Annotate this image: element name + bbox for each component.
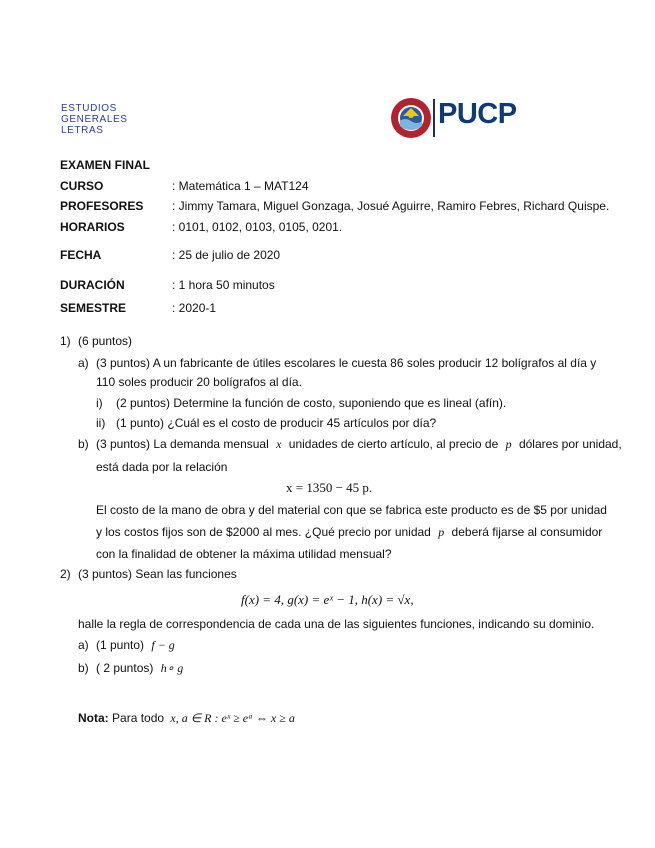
q1b-line-1-post: dólares por unidad,: [518, 437, 622, 451]
q1ai-label: i): [96, 396, 103, 410]
q1ai-text: (2 puntos) Determine la función de costo, suponiendo que es lineal (afín).: [116, 396, 507, 410]
q1b-line-4: [96, 525, 602, 540]
org-line-3: LETRAS: [61, 125, 104, 136]
q2a-label: a): [78, 638, 89, 652]
note-text: Para todo: [112, 711, 165, 725]
field-label-curso: CURSO: [60, 179, 104, 193]
field-value-fecha: : 25 de julio de 2020: [172, 248, 281, 262]
field-label-profesores: PROFESORES: [60, 199, 144, 213]
q1b-line-5: con la finalidad de obtener la máxima utilidad mensual?: [96, 547, 392, 561]
q1b-line-3: El costo de la mano de obra y del material con que se fabrica este producto es de $5 por unidad: [96, 503, 607, 517]
field-label-semestre: SEMESTRE: [60, 301, 127, 315]
q1aii-label: ii): [96, 416, 106, 430]
field-value-curso: : Matemática 1 – MAT124: [172, 179, 309, 193]
org-line-2: GENERALES: [61, 114, 128, 125]
field-label-fecha: FECHA: [60, 248, 102, 262]
note-label: Nota:: [78, 711, 109, 725]
q2-formula: f(x) = 4, g(x) = eˣ − 1, h(x) = √x,: [241, 592, 414, 607]
q1b-line-4-post: deberá fijarse al consumidor: [451, 525, 603, 539]
q2a-item: [96, 638, 175, 653]
field-value-duracion: : 1 hora 50 minutos: [172, 278, 275, 292]
field-value-horarios: : 0101, 0102, 0103, 0105, 0201.: [172, 220, 343, 234]
field-label-horarios: HORARIOS: [60, 220, 125, 234]
exam-title: EXAMEN FINAL: [60, 158, 150, 172]
q2b-text: ( 2 puntos): [96, 661, 154, 675]
q2a-expr: f − g: [151, 638, 175, 652]
q1b-line-4-pre: y los costos fijos son de $2000 al mes. ¿Qué precio por unidad: [96, 525, 431, 539]
q2b-item: [96, 661, 183, 676]
q1b-line-1-mid: unidades de cierto artículo, al precio de: [288, 437, 499, 451]
q1b-line-2: está dada por la relación: [96, 460, 228, 474]
q1b-line-1-pre: (3 puntos) La demanda mensual: [96, 437, 269, 451]
q2-line-2: halle la regla de correspondencia de cada una de las siguientes funciones, indicando su dominio.: [78, 617, 595, 631]
q1b-formula: x = 1350 − 45 p.: [286, 480, 373, 495]
q1aii-text: (1 punto) ¿Cuál es el costo de producir 45 artículos por día?: [116, 416, 437, 430]
field-value-profesores: : Jimmy Tamara, Miguel Gonzaga, Josué Aguirre, Ramiro Febres, Richard Quispe.: [172, 199, 610, 213]
q1-points: (6 puntos): [78, 334, 133, 348]
q1a-line-1: (3 puntos) A un fabricante de útiles escolares le cuesta 86 soles producir 12 bolígrafos al día y: [96, 356, 597, 370]
q1b-line-1: [96, 437, 622, 452]
pucp-seal-icon: [390, 97, 432, 139]
q2-number: 2): [60, 567, 71, 581]
q2b-label: b): [78, 661, 89, 675]
q1a-label: a): [78, 356, 89, 370]
q1b-var-p: p: [505, 437, 512, 451]
pucp-logo-text: PUCP: [438, 98, 517, 130]
q2-intro: (3 puntos) Sean las funciones: [78, 567, 237, 581]
note-expr: x, a ∈ R : eˣ ≥ eᵃ ⇔ x ≥ a: [170, 711, 295, 725]
q1b-var-x: x: [276, 437, 282, 451]
org-line-1: ESTUDIOS: [61, 103, 117, 114]
q1-number: 1): [60, 334, 71, 348]
q2b-expr: h∘ g: [160, 661, 184, 675]
logo-divider: [433, 99, 435, 137]
q1b-label: b): [78, 437, 89, 451]
field-label-duracion: DURACIÓN: [60, 278, 125, 292]
field-value-semestre: : 2020-1: [172, 301, 217, 315]
q2a-text: (1 punto): [96, 638, 145, 652]
q1a-line-2: 110 soles producir 20 bolígrafos al día.: [96, 375, 302, 389]
note: [78, 711, 295, 726]
q1b-line-4-var: p: [438, 525, 445, 539]
